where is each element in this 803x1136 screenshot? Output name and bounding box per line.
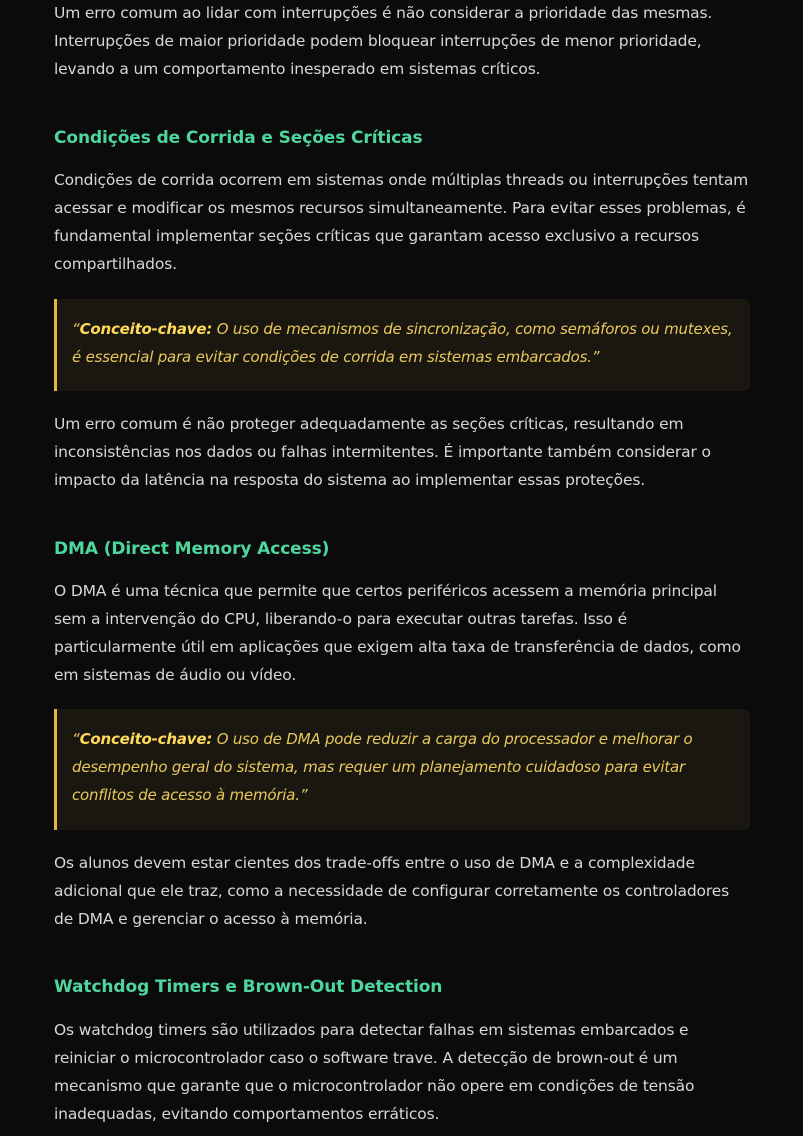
watchdog-paragraph: Os watchdog timers são utilizados para detectar falhas em sistemas embarcados e reiniciar o microcontrolador caso o software trave. A detecção de brown-out é um mecanismo que garante que o microcontrolador não opere em condições de tensão inadequadas, evitando comportamentos erráticos.: [54, 1021, 695, 1123]
race-key-concept-callout: [54, 299, 750, 391]
dma-key-concept-callout: [54, 709, 750, 830]
race-conditions-heading: Condições de Corrida e Seções Críticas: [54, 128, 423, 148]
race-conditions-paragraph-after: Um erro comum é não proteger adequadamente as seções críticas, resultando em inconsistências nos dados ou falhas intermitentes. É importante também considerar o impacto da latência na resposta do sistema ao implementar essas proteções.: [54, 415, 711, 489]
intro-paragraph: Um erro comum ao lidar com interrupções é não considerar a prioridade das mesmas. Interrupções de maior prioridade podem bloquear interrupções de menor prioridade, levando a um comportamento inesperado em sistemas críticos.: [54, 4, 713, 78]
dma-paragraph: O DMA é uma técnica que permite que certos periféricos acessem a memória principal sem a intervenção do CPU, liberando-o para executar outras tarefas. Isso é particularmente útil em aplicações que exigem alta taxa de transferência de dados, como em sistemas de áudio ou vídeo.: [54, 582, 741, 684]
callout-key-label: Conceito-chave:: [79, 320, 213, 338]
watchdog-heading: Watchdog Timers e Brown-Out Detection: [54, 977, 443, 997]
race-conditions-paragraph: Condições de corrida ocorrem em sistemas onde múltiplas threads ou interrupções tentam acessar e modificar os mesmos recursos simultaneamente. Para evitar esses problemas, é fundamental implementar seções críticas que garantam acesso exclusivo a recursos compartilhados.: [54, 171, 749, 273]
callout-open-quote: “: [72, 730, 80, 748]
callout-text: O uso de DMA pode reduzir a carga do processador e melhorar o desempenho geral do sistema, mas requer um planejamento cuidadoso para evitar conflitos de acesso à memória.”: [72, 730, 693, 804]
callout-open-quote: “: [72, 320, 80, 338]
dma-paragraph-after: Os alunos devem estar cientes dos trade-offs entre o uso de DMA e a complexidade adicional que ele traz, como a necessidade de configurar corretamente os controladores de DMA e gerenciar o acesso à memória.: [54, 854, 730, 928]
callout-text: O uso de mecanismos de sincronização, como semáforos ou mutexes, é essencial para evitar condições de corrida em sistemas embarcados.”: [72, 320, 733, 366]
callout-key-label: Conceito-chave:: [79, 730, 213, 748]
dma-heading: DMA (Direct Memory Access): [54, 539, 330, 559]
